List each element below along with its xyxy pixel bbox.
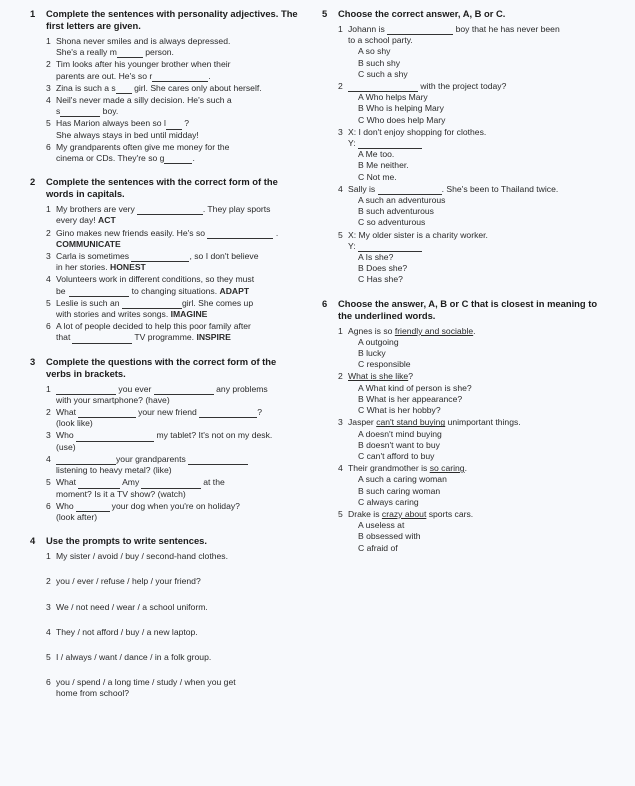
question-item: 1 Shona never smiles and is always depressed. She's a really m person.: [46, 36, 231, 58]
option-b[interactable]: B such shy: [358, 57, 401, 68]
exercise-number: 3: [30, 355, 36, 367]
keyword: ACT: [98, 215, 116, 226]
question-item: 2 What is she like? A What kind of person is she? B What is her appearance? C What is her hobby?: [338, 371, 612, 416]
exercise-2: [30, 176, 302, 343]
option-b[interactable]: B Who is helping Mary: [358, 103, 444, 114]
keyword: INSPIRE: [196, 332, 231, 343]
answer-blank[interactable]: [358, 139, 422, 149]
right-column: [322, 8, 612, 566]
question-item: 6 Who your dog when you're on holiday? (look after): [46, 500, 240, 522]
underlined-phrase: friendly and sociable: [394, 325, 474, 336]
question-item: 3 Zina is such a s girl. She cares only about herself.: [46, 82, 262, 93]
answer-blank[interactable]: [141, 479, 201, 489]
answer-blank[interactable]: [116, 84, 132, 94]
question-item: 4 Volunteers work in different conditions, so they must be to changing situations. ADAPT: [46, 274, 255, 296]
option-a[interactable]: A What kind of person is she?: [358, 382, 472, 393]
answer-blank[interactable]: [137, 205, 203, 215]
prompt-item: 6 you / spend / a long time / study / when you get home from school?: [46, 677, 236, 699]
keyword: COMMUNICATE: [56, 238, 121, 249]
option-a[interactable]: A doesn't mind buying: [358, 428, 442, 439]
question-item: 3 Jasper can't stand buying unimportant things. A doesn't mind buying B doesn't want to buy C can't afford to buy: [338, 417, 612, 462]
option-c[interactable]: C afraid of: [358, 542, 398, 553]
option-c[interactable]: C Has she?: [358, 274, 403, 285]
exercise-3: [30, 356, 302, 523]
option-a[interactable]: A outgoing: [358, 336, 399, 347]
question-item: 1 My brothers are very . They play sports every day! ACT: [46, 204, 271, 226]
answer-blank[interactable]: [166, 120, 182, 130]
option-b[interactable]: B doesn't want to buy: [358, 439, 440, 450]
question-item: 6 My grandparents often give me money for the cinema or CDs. They're so g .: [46, 141, 230, 164]
answer-blank[interactable]: [60, 107, 100, 117]
answer-blank[interactable]: [78, 408, 136, 418]
exercise-instruction: Complete the sentences with the correct form of the words in capitals.: [46, 176, 278, 200]
answer-blank[interactable]: [56, 385, 116, 395]
answer-blank[interactable]: [154, 385, 214, 395]
option-b[interactable]: B such caring woman: [358, 485, 441, 496]
exercise-instruction: Choose the answer, A, B or C that is closest in meaning to the underlined words.: [338, 297, 598, 321]
option-c[interactable]: C responsible: [358, 359, 411, 370]
question-item: 5 X: My older sister is a charity worker. Y: A Is she? B Does she? C Has she?: [338, 230, 612, 286]
answer-blank[interactable]: [348, 82, 418, 92]
exercise-number: 1: [30, 8, 36, 19]
answer-blank[interactable]: [56, 455, 116, 465]
question-item: 6 A lot of people decided to help this poor family after that TV programme. INSPIRE: [46, 321, 251, 343]
question-item: 2 with the project today? A Who helps Mary B Who is helping Mary C Who does help Mary: [338, 81, 612, 126]
option-a[interactable]: A Is she?: [358, 252, 394, 263]
prompt-item: 5 I / always / want / dance / in a folk group.: [46, 651, 212, 662]
answer-blank[interactable]: [207, 229, 273, 239]
option-b[interactable]: B What is her appearance?: [358, 393, 463, 404]
question-item: 5 Has Marion always been so l ? She always stays in bed until midday!: [46, 118, 199, 140]
underlined-phrase: so caring: [429, 463, 465, 474]
option-a[interactable]: A such an adventurous: [358, 195, 446, 206]
option-c[interactable]: C Who does help Mary: [358, 114, 446, 125]
answer-blank[interactable]: [164, 154, 192, 164]
option-c[interactable]: C such a shy: [358, 68, 408, 79]
question-item: 4 your grandparents listening to heavy metal? (like): [46, 454, 302, 476]
question-item: 3 Carla is sometimes , so I don't believe in her stories. HONEST: [46, 251, 259, 273]
underlined-phrase: What is she like: [348, 371, 409, 382]
question-item: 5 What Amy at the moment? Is it a TV show? (watch): [46, 477, 225, 499]
option-b[interactable]: B lucky: [358, 348, 386, 359]
option-b[interactable]: B obsessed with: [358, 531, 421, 542]
question-item: 1 you ever any problems with your smartphone? (have): [46, 383, 268, 405]
option-c[interactable]: C can't afford to buy: [358, 450, 435, 461]
question-item: 1 Johann is boy that he has never been to a school party. A so shy B such shy C such a shy: [338, 24, 612, 80]
exercise-instruction: Choose the correct answer, A, B or C.: [338, 8, 506, 19]
answer-blank[interactable]: [188, 455, 248, 465]
question-item: 1 Agnes is so friendly and sociable. A outgoing B lucky C responsible: [338, 326, 612, 371]
exercise-instruction: Complete the sentences with personality adjectives. The first letters are given.: [46, 8, 298, 31]
option-a[interactable]: A such a caring woman: [358, 474, 447, 485]
exercise-number: 2: [30, 176, 36, 188]
exercise-instruction: Complete the questions with the correct form of the verbs in brackets.: [46, 355, 277, 379]
answer-blank[interactable]: [69, 287, 129, 297]
option-b[interactable]: B Does she?: [358, 263, 408, 274]
underlined-phrase: can't stand buying: [376, 417, 446, 428]
exercise-number: 4: [30, 535, 36, 547]
answer-blank[interactable]: [358, 242, 422, 252]
question-item: 4 Sally is . She's been to Thailand twice. A such an adventurous B such adventurous C so adventurous: [338, 184, 612, 229]
prompt-item: 1 My sister / avoid / buy / second-hand clothes.: [46, 551, 228, 562]
keyword: IMAGINE: [170, 309, 208, 320]
prompt-item: 2 you / ever / refuse / help / your friend?: [46, 576, 201, 587]
answer-blank[interactable]: [76, 502, 110, 512]
question-item: 5 Drake is crazy about sports cars. A useless at B obsessed with C afraid of: [338, 509, 612, 554]
option-b[interactable]: B Me neither.: [358, 160, 409, 171]
question-item: 4 Neil's never made a silly decision. He's such a s boy.: [46, 95, 232, 117]
answer-blank[interactable]: [76, 432, 154, 442]
option-c[interactable]: C so adventurous: [358, 217, 426, 228]
answer-blank[interactable]: [122, 299, 182, 309]
question-item: 5 Leslie is such an girl. She comes up with stories and writes songs. IMAGINE: [46, 297, 254, 320]
exercise-5: [322, 8, 612, 286]
question-item: 4 Their grandmother is so caring. A such a caring woman B such caring woman C always caring: [338, 463, 612, 508]
underlined-phrase: crazy about: [381, 508, 427, 519]
question-item: 3 X: I don't enjoy shopping for clothes. Y: A Me too. B Me neither. C Not me.: [338, 127, 612, 183]
question-item: 2 Tim looks after his younger brother when their parents are out. He's so r .: [46, 59, 231, 81]
answer-blank[interactable]: [152, 72, 208, 82]
option-c[interactable]: C always caring: [358, 496, 419, 507]
option-a[interactable]: A so shy: [358, 46, 391, 57]
answer-blank[interactable]: [117, 48, 143, 58]
option-b[interactable]: B such adventurous: [358, 206, 434, 217]
keyword: ADAPT: [219, 285, 250, 296]
answer-blank[interactable]: [387, 25, 453, 35]
option-c[interactable]: C Not me.: [358, 171, 397, 182]
exercise-6: [322, 298, 612, 554]
answer-blank[interactable]: [72, 334, 132, 344]
question-item: 2 Gino makes new friends easily. He's so . COMMUNICATE: [46, 227, 279, 249]
question-item: 3 Who my tablet? It's not on my desk. (use): [46, 430, 273, 452]
exercise-instruction: Use the prompts to write sentences.: [46, 535, 207, 547]
option-a[interactable]: A useless at: [358, 520, 405, 531]
exercise-4: [30, 535, 302, 699]
answer-blank[interactable]: [131, 252, 189, 262]
exercise-number: 6: [322, 297, 328, 309]
question-item: 2 What your new friend ? (look like): [46, 407, 262, 429]
option-a[interactable]: A Me too.: [358, 149, 395, 160]
answer-blank[interactable]: [78, 479, 120, 489]
exercise-1: [30, 8, 302, 164]
answer-blank[interactable]: [199, 408, 257, 418]
option-c[interactable]: C What is her hobby?: [358, 405, 441, 416]
prompt-item: 3 We / not need / wear / a school uniform.: [46, 601, 208, 612]
option-a[interactable]: A Who helps Mary: [358, 92, 428, 103]
keyword: HONEST: [109, 262, 146, 273]
left-column: [30, 8, 302, 714]
prompt-item: 4 They / not afford / buy / a new laptop.: [46, 626, 198, 637]
answer-blank[interactable]: [378, 185, 442, 195]
exercise-number: 5: [322, 8, 328, 19]
